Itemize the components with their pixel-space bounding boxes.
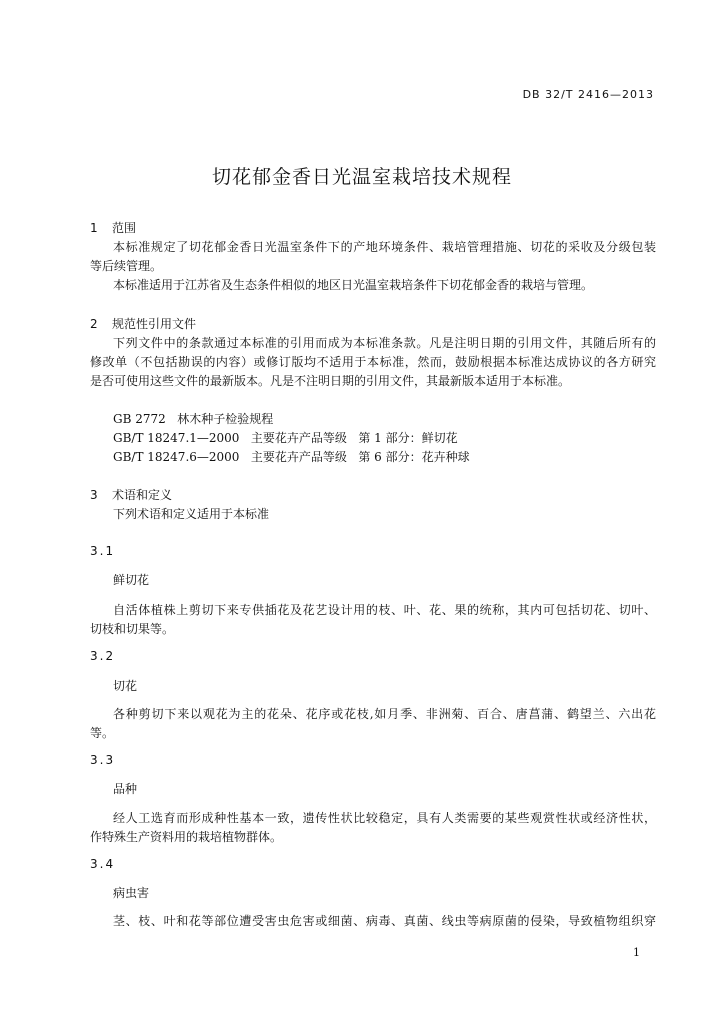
section-3-intro: 下列术语和定义适用于本标准: [113, 507, 270, 521]
document-title: 切花郁金香日光温室栽培技术规程: [211, 166, 512, 188]
term-number: 3.3: [90, 753, 116, 767]
term-definition: 各种剪切下来以观花为主的花朵、花序或花枝,如月季、非洲菊、百合、唐菖蒲、鹤望兰、六出花: [113, 707, 656, 721]
section-1-heading: [90, 220, 136, 236]
term-definition: 自活体植株上剪切下来专供插花及花艺设计用的枝、叶、花、果的统称，其内可包括切花、切叶、: [113, 603, 656, 617]
term-name: 鲜切花: [113, 573, 150, 587]
term-definition: 茎、枝、叶和花等部位遭受害虫危害或细菌、病毒、真菌、线虫等病原菌的侵染，导致植物组织穿: [113, 914, 656, 928]
section-2-paragraph: 下列文件中的条款通过本标准的引用而成为本标准条款。凡是注明日期的引用文件，其随后所有的: [113, 336, 656, 350]
term-definition-cont: 作特殊生产资料用的栽培植物群体。: [90, 830, 283, 844]
reference-item: GB/T 18247.6—2000 主要花卉产品等级 第 6 部分：花卉种球: [113, 450, 470, 464]
section-3-number: 3: [90, 488, 98, 502]
page-number: 1: [633, 946, 640, 959]
section-1-number: 1: [90, 221, 98, 235]
term-name: 切花: [113, 679, 138, 693]
term-number: 3.1: [90, 544, 116, 558]
section-2-number: 2: [90, 317, 98, 331]
term-number: 3.4: [90, 857, 116, 871]
term-number: 3.2: [90, 649, 116, 663]
reference-item: GB 2772 林木种子检验规程: [113, 412, 274, 426]
term-name: 病虫害: [113, 886, 150, 900]
term-definition-cont: 等。: [90, 726, 115, 740]
section-3-title: 术语和定义: [112, 488, 173, 502]
section-1-paragraph-1-cont: 等后续管理。: [90, 259, 163, 273]
reference-item: GB/T 18247.1—2000 主要花卉产品等级 第 1 部分：鲜切花: [113, 431, 458, 445]
section-2-paragraph-cont: 修改单（不包括勘误的内容）或修订版均不适用于本标准，然而，鼓励根据本标准达成协议的各方研究: [90, 355, 656, 369]
section-1-paragraph-1: 本标准规定了切花郁金香日光温室条件下的产地环境条件、栽培管理措施、切花的采收及分级包装: [113, 240, 656, 254]
section-2-title: 规范性引用文件: [112, 317, 197, 331]
term-definition: 经人工选育而形成种性基本一致，遗传性状比较稳定，具有人类需要的某些观赏性状或经济性状，: [113, 811, 656, 825]
standard-code: DB 32/T 2416—2013: [522, 88, 654, 101]
section-2-heading: [90, 316, 196, 332]
section-1-paragraph-2: 本标准适用于江苏省及生态条件相似的地区日光温室栽培条件下切花郁金香的栽培与管理。: [113, 278, 594, 292]
term-name: 品种: [113, 782, 138, 796]
section-2-paragraph-cont-2: 是否可使用这些文件的最新版本。凡是不注明日期的引用文件，其最新版本适用于本标准。: [90, 374, 571, 388]
term-definition-cont: 切枝和切果等。: [90, 622, 175, 636]
section-3-heading: [90, 487, 172, 503]
section-1-title: 范围: [112, 221, 137, 235]
